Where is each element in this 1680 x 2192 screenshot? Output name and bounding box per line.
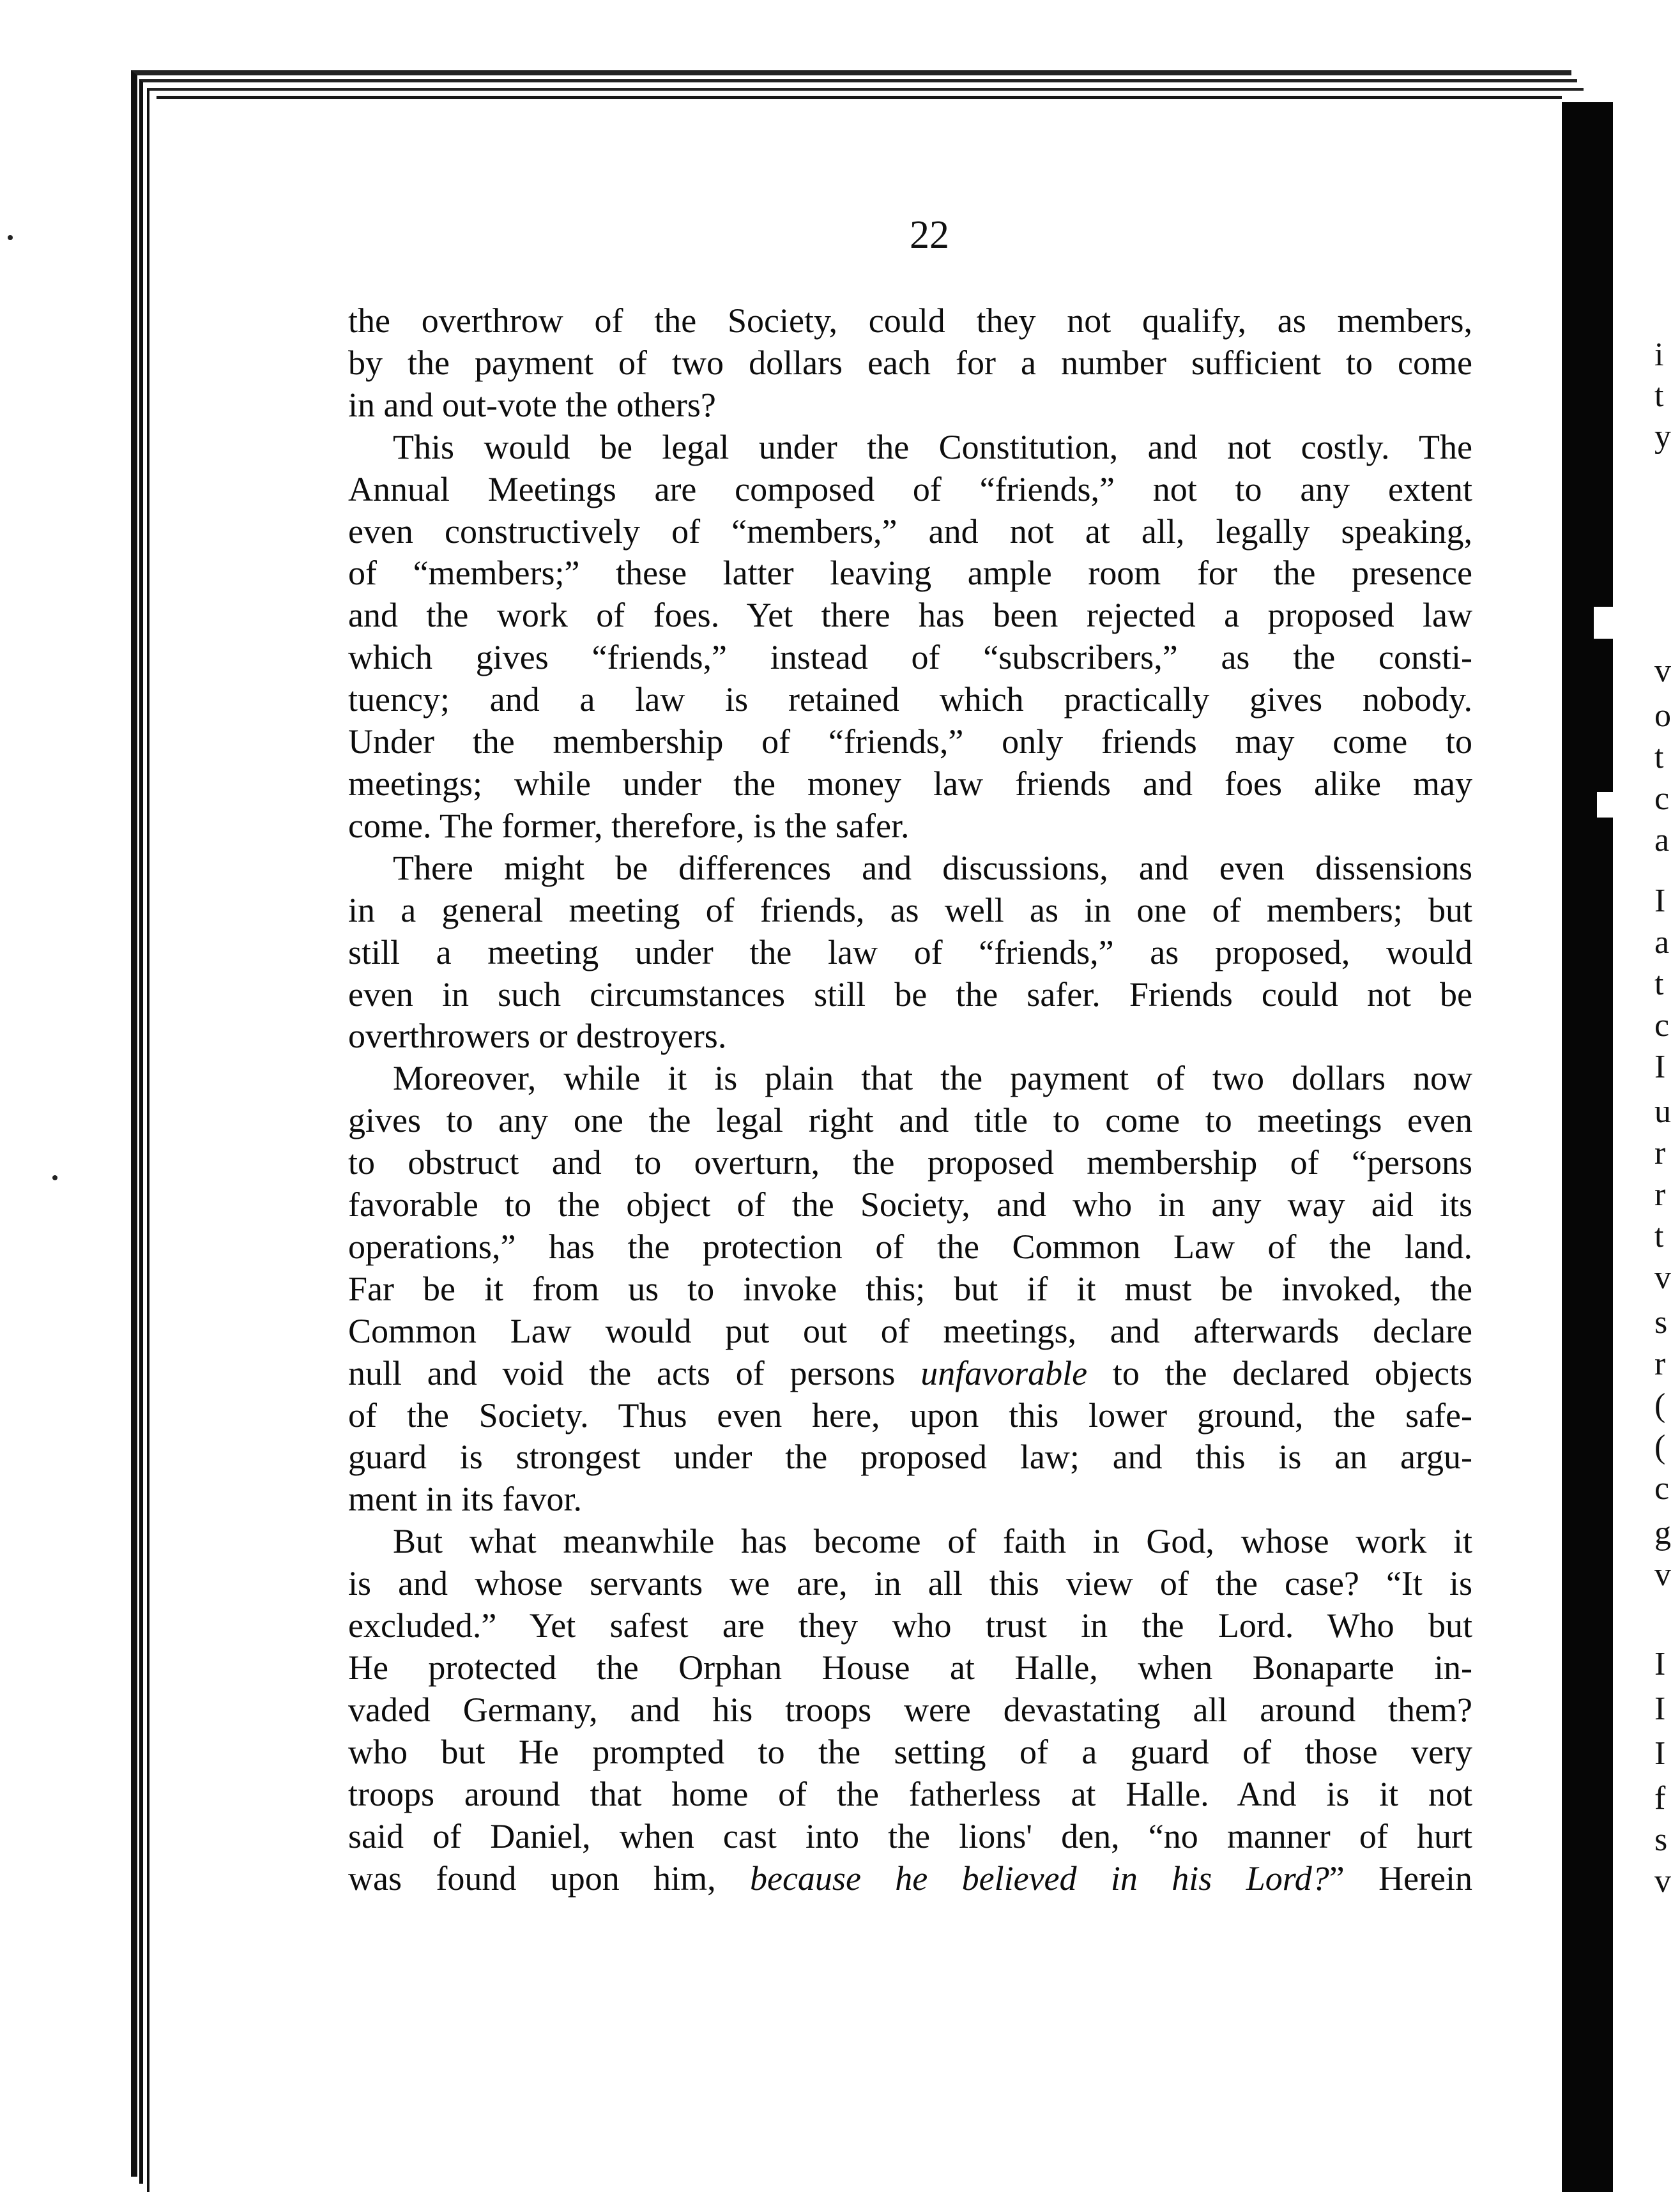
scan-speck xyxy=(8,235,13,240)
facing-page-letter: v xyxy=(1654,1863,1671,1899)
text-line: come. The former, therefore, is the safer. xyxy=(348,806,910,845)
facing-page-letter: r xyxy=(1654,1176,1666,1213)
paragraph xyxy=(348,300,1472,427)
text-line: vaded Germany, and his troops were devastating all around them? xyxy=(348,1690,1472,1729)
text-line: Under the membership of “friends,” only friends may come to xyxy=(348,722,1472,761)
text-line: Moreover, while it is plain that the payment of two dollars now xyxy=(393,1059,1472,1098)
text-line xyxy=(348,1858,1472,1900)
facing-page-letter: s xyxy=(1654,1822,1668,1858)
text-line: gives to any one the legal right and title to come to meetings even xyxy=(348,1101,1472,1140)
scan-speck xyxy=(52,1175,57,1180)
text-line: tuency; and a law is retained which practically gives nobody. xyxy=(348,680,1472,719)
text-line: meetings; while under the money law friends and foes alike may xyxy=(348,764,1472,803)
text-run: null and void the acts of persons xyxy=(348,1353,921,1392)
text-line: said of Daniel, when cast into the lions' den, “no manner of hurt xyxy=(348,1816,1472,1855)
facing-page-letter: t xyxy=(1654,1218,1664,1254)
text-line: ment in its favor. xyxy=(348,1480,582,1519)
italic-word: unfavorable xyxy=(920,1353,1088,1392)
facing-page-letter: t xyxy=(1654,377,1664,414)
text-line: which gives “friends,” instead of “subscribers,” as the consti- xyxy=(348,638,1472,677)
facing-page-letter: g xyxy=(1654,1515,1671,1551)
text-line: There might be differences and discussions, and even dissensions xyxy=(393,848,1472,887)
italic-phrase: because he believed in his Lord? xyxy=(750,1859,1329,1898)
text-line: guard is strongest under the proposed law; and this is an argu- xyxy=(348,1438,1472,1477)
text-line: even in such circumstances still be the safer. Friends could not be xyxy=(348,975,1472,1014)
text-line: in and out-vote the others? xyxy=(348,385,716,424)
book-gutter xyxy=(1562,102,1613,2192)
facing-page-letter: a xyxy=(1654,924,1670,961)
text-line: Annual Meetings are composed of “friends,” not to any extent xyxy=(348,469,1472,508)
text-line: of “members;” these latter leaving ample room for the presence xyxy=(348,554,1472,593)
text-line: is and whose servants we are, in all this view of the case? “It is xyxy=(348,1564,1472,1603)
text-run: ” Herein xyxy=(1329,1859,1473,1898)
paragraph xyxy=(348,1521,1472,1899)
text-line: to obstruct and to overturn, the proposed membership of “persons xyxy=(348,1143,1472,1182)
text-line: who but He prompted to the setting of a guard of those very xyxy=(348,1732,1472,1771)
text-line: and the work of foes. Yet there has been rejected a proposed law xyxy=(348,596,1472,635)
body-text xyxy=(348,300,1472,1899)
text-run: was found upon him, xyxy=(348,1859,750,1898)
facing-page-letter: I xyxy=(1654,1646,1666,1682)
facing-page-letter: ( xyxy=(1654,1429,1666,1465)
facing-page-letter: I xyxy=(1654,883,1666,919)
text-line: This would be legal under the Constitution, and not costly. The xyxy=(393,427,1472,466)
facing-page-letter: v xyxy=(1654,653,1671,689)
facing-page-letter: ( xyxy=(1654,1387,1666,1424)
facing-page-letter: r xyxy=(1654,1135,1666,1171)
facing-page-letter: v xyxy=(1654,1260,1671,1296)
facing-page-letter: o xyxy=(1654,697,1671,734)
text-line xyxy=(348,1353,1472,1395)
facing-page-letter: y xyxy=(1654,418,1671,455)
text-line: by the payment of two dollars each for a number sufficient to come xyxy=(348,343,1472,382)
text-line: the overthrow of the Society, could they not qualify, as members, xyxy=(348,301,1472,340)
facing-page-letter: I xyxy=(1654,1691,1666,1727)
paragraph xyxy=(348,1058,1472,1521)
page-number: 22 xyxy=(910,213,949,257)
facing-page-letter: f xyxy=(1654,1780,1666,1816)
text-line: overthrowers or destroyers. xyxy=(348,1017,727,1056)
facing-page-letter: c xyxy=(1654,1470,1670,1507)
text-line: in a general meeting of friends, as well as in one of members; but xyxy=(348,890,1472,929)
facing-page-letter: c xyxy=(1654,1007,1670,1044)
text-line: He protected the Orphan House at Halle, when Bonaparte in- xyxy=(348,1648,1472,1687)
facing-page-letter: I xyxy=(1654,1735,1666,1772)
text-line: excluded.” Yet safest are they who trust in the Lord. Who but xyxy=(348,1606,1472,1645)
text-line: troops around that home of the fatherless at Halle. And is it not xyxy=(348,1774,1472,1813)
facing-page-letter: I xyxy=(1654,1049,1666,1085)
text-line: even constructively of “members,” and not at all, legally speaking, xyxy=(348,512,1472,551)
facing-page-letter: t xyxy=(1654,966,1664,1002)
text-line: But what meanwhile has become of faith in God, whose work it xyxy=(393,1522,1472,1561)
facing-page-letter: s xyxy=(1654,1304,1668,1341)
text-run: to the declared objects xyxy=(1087,1353,1472,1392)
paragraph xyxy=(348,427,1472,848)
text-line: Far be it from us to invoke this; but if it must be invoked, the xyxy=(348,1269,1472,1308)
text-line: favorable to the object of the Society, and who in any way aid its xyxy=(348,1185,1472,1224)
facing-page-letter: t xyxy=(1654,739,1664,775)
facing-page-letter: r xyxy=(1654,1346,1666,1382)
facing-page-letter: a xyxy=(1654,822,1670,858)
text-line: operations,” has the protection of the Common Law of the land. xyxy=(348,1227,1472,1266)
text-line: still a meeting under the law of “friends,” as proposed, would xyxy=(348,932,1472,971)
facing-page-letter: v xyxy=(1654,1556,1671,1593)
facing-page-letter: u xyxy=(1654,1093,1671,1130)
facing-page-letter: c xyxy=(1654,780,1670,817)
text-line: Common Law would put out of meetings, and afterwards declare xyxy=(348,1311,1472,1350)
text-line: of the Society. Thus even here, upon this lower ground, the safe- xyxy=(348,1396,1472,1435)
facing-page-letter: i xyxy=(1654,337,1664,373)
paragraph xyxy=(348,848,1472,1058)
